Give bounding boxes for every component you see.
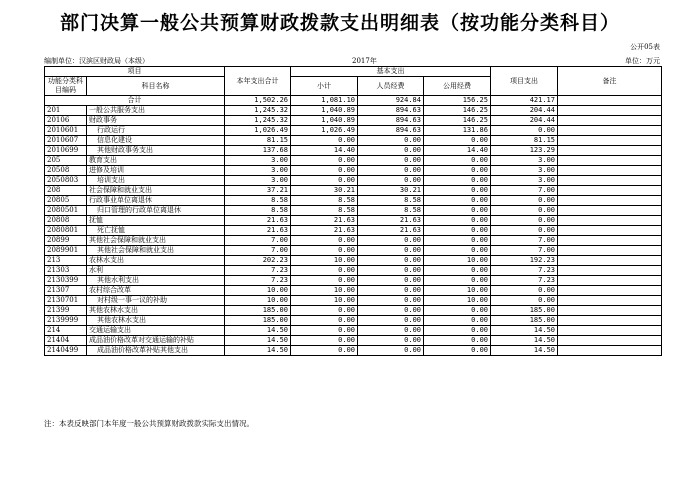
total-public: 156.25 <box>424 96 491 106</box>
row-total: 137.68 <box>225 146 291 156</box>
row-project: 185.00 <box>491 306 558 316</box>
row-code: 201 <box>45 106 87 116</box>
header-subtotal: 小计 <box>291 77 358 96</box>
header-row-1 <box>45 67 662 77</box>
row-public: 0.00 <box>424 186 491 196</box>
row-remark <box>558 236 662 246</box>
header-personnel: 人员经费 <box>358 77 424 96</box>
row-subtotal: 10.00 <box>291 256 358 266</box>
row-name: 其他农林水支出 <box>87 316 225 326</box>
row-personnel: 0.00 <box>358 156 424 166</box>
row-total: 37.21 <box>225 186 291 196</box>
expenditure-table <box>44 66 662 356</box>
row-name: 抚恤 <box>87 216 225 226</box>
row-remark <box>558 246 662 256</box>
header-public: 公用经费 <box>424 77 491 96</box>
row-personnel: 894.63 <box>358 106 424 116</box>
table-row <box>45 326 662 336</box>
row-name: 社会保障和就业支出 <box>87 186 225 196</box>
row-personnel: 21.63 <box>358 226 424 236</box>
row-project: 14.50 <box>491 326 558 336</box>
row-total: 14.50 <box>225 336 291 346</box>
table-row <box>45 236 662 246</box>
row-project: 0.00 <box>491 196 558 206</box>
row-public: 0.00 <box>424 266 491 276</box>
header-basic: 基本支出 <box>291 67 491 77</box>
row-project: 0.00 <box>491 296 558 306</box>
row-total: 21.63 <box>225 216 291 226</box>
row-subtotal: 0.00 <box>291 136 358 146</box>
table-row <box>45 206 662 216</box>
row-public: 0.00 <box>424 346 491 356</box>
row-total: 81.15 <box>225 136 291 146</box>
row-personnel: 0.00 <box>358 346 424 356</box>
row-personnel: 0.00 <box>358 246 424 256</box>
form-code: 公开05表 <box>630 43 660 51</box>
row-name: 培训支出 <box>87 176 225 186</box>
row-name: 教育支出 <box>87 156 225 166</box>
row-public: 14.40 <box>424 146 491 156</box>
row-project: 3.00 <box>491 156 558 166</box>
table-row <box>45 166 662 176</box>
row-subtotal: 10.00 <box>291 296 358 306</box>
table-row <box>45 346 662 356</box>
table-row <box>45 246 662 256</box>
row-code: 2080801 <box>45 226 87 236</box>
row-public: 0.00 <box>424 156 491 166</box>
row-remark <box>558 326 662 336</box>
row-subtotal: 14.40 <box>291 146 358 156</box>
row-name: 死亡抚恤 <box>87 226 225 236</box>
report-year: 2017年 <box>352 57 377 65</box>
row-remark <box>558 176 662 186</box>
total-remark <box>558 96 662 106</box>
row-name: 其他水利支出 <box>87 276 225 286</box>
table-row <box>45 226 662 236</box>
row-remark <box>558 336 662 346</box>
row-public: 0.00 <box>424 336 491 346</box>
row-public: 0.00 <box>424 166 491 176</box>
row-code: 2139999 <box>45 316 87 326</box>
row-personnel: 0.00 <box>358 146 424 156</box>
row-remark <box>558 166 662 176</box>
row-personnel: 0.00 <box>358 266 424 276</box>
table-row <box>45 296 662 306</box>
row-subtotal: 30.21 <box>291 186 358 196</box>
row-code: 20508 <box>45 166 87 176</box>
row-personnel: 0.00 <box>358 176 424 186</box>
row-name: 农林水支出 <box>87 256 225 266</box>
table-row <box>45 276 662 286</box>
row-personnel: 8.58 <box>358 196 424 206</box>
row-remark <box>558 206 662 216</box>
row-name: 进修及培训 <box>87 166 225 176</box>
header-name: 科目名称 <box>87 77 225 96</box>
row-public: 0.00 <box>424 216 491 226</box>
row-public: 0.00 <box>424 206 491 216</box>
row-total: 10.00 <box>225 286 291 296</box>
row-name: 成品油价格改革对交通运输的补贴 <box>87 336 225 346</box>
row-code: 2080501 <box>45 206 87 216</box>
row-total: 202.23 <box>225 256 291 266</box>
row-project: 123.29 <box>491 146 558 156</box>
row-code: 2130701 <box>45 296 87 306</box>
row-subtotal: 21.63 <box>291 226 358 236</box>
row-subtotal: 8.58 <box>291 206 358 216</box>
row-personnel: 894.63 <box>358 116 424 126</box>
table-row <box>45 266 662 276</box>
row-remark <box>558 156 662 166</box>
row-subtotal: 10.00 <box>291 286 358 296</box>
row-total: 10.00 <box>225 296 291 306</box>
row-code: 2010601 <box>45 126 87 136</box>
row-project: 3.00 <box>491 166 558 176</box>
row-subtotal: 0.00 <box>291 346 358 356</box>
row-name: 归口管理的行政单位离退休 <box>87 206 225 216</box>
row-code: 20805 <box>45 196 87 206</box>
row-code: 2130399 <box>45 276 87 286</box>
row-project: 7.00 <box>491 186 558 196</box>
row-public: 0.00 <box>424 326 491 336</box>
row-code: 2010699 <box>45 146 87 156</box>
header-project: 项目 <box>45 67 225 77</box>
row-project: 204.44 <box>491 106 558 116</box>
row-public: 0.00 <box>424 316 491 326</box>
row-total: 7.00 <box>225 236 291 246</box>
row-total: 3.00 <box>225 156 291 166</box>
row-personnel: 0.00 <box>358 296 424 306</box>
row-public: 0.00 <box>424 136 491 146</box>
row-name: 农村综合改革 <box>87 286 225 296</box>
row-name: 一般公共服务支出 <box>87 106 225 116</box>
row-name: 信息化建设 <box>87 136 225 146</box>
row-subtotal: 0.00 <box>291 266 358 276</box>
row-total: 8.58 <box>225 206 291 216</box>
total-subtotal: 1,081.10 <box>291 96 358 106</box>
row-subtotal: 0.00 <box>291 176 358 186</box>
row-project: 0.00 <box>491 226 558 236</box>
row-project: 7.00 <box>491 246 558 256</box>
table-row <box>45 336 662 346</box>
row-code: 20899 <box>45 236 87 246</box>
row-total: 185.00 <box>225 316 291 326</box>
table-row <box>45 156 662 166</box>
row-personnel: 0.00 <box>358 336 424 346</box>
header-code: 功能分类科目编码 <box>45 77 87 96</box>
row-project: 192.23 <box>491 256 558 266</box>
row-remark <box>558 296 662 306</box>
row-code: 2089901 <box>45 246 87 256</box>
row-remark <box>558 286 662 296</box>
row-subtotal: 0.00 <box>291 276 358 286</box>
row-project: 7.23 <box>491 266 558 276</box>
row-total: 14.50 <box>225 326 291 336</box>
row-total: 1,245.32 <box>225 116 291 126</box>
row-name: 财政事务 <box>87 116 225 126</box>
row-remark <box>558 256 662 266</box>
row-code: 20808 <box>45 216 87 226</box>
row-total: 14.50 <box>225 346 291 356</box>
row-total: 7.23 <box>225 266 291 276</box>
row-code: 21303 <box>45 266 87 276</box>
total-amount: 1,502.26 <box>225 96 291 106</box>
table-row <box>45 256 662 266</box>
row-project: 81.15 <box>491 136 558 146</box>
row-project: 185.00 <box>491 316 558 326</box>
table-row <box>45 306 662 316</box>
row-subtotal: 0.00 <box>291 246 358 256</box>
row-remark <box>558 266 662 276</box>
row-project: 0.00 <box>491 286 558 296</box>
row-remark <box>558 186 662 196</box>
row-name: 水利 <box>87 266 225 276</box>
row-remark <box>558 216 662 226</box>
total-label: 合计 <box>45 96 225 106</box>
header-project-expense: 项目支出 <box>491 67 558 96</box>
row-personnel: 0.00 <box>358 326 424 336</box>
row-total: 1,245.32 <box>225 106 291 116</box>
row-code: 21404 <box>45 336 87 346</box>
row-subtotal: 0.00 <box>291 336 358 346</box>
row-project: 3.00 <box>491 176 558 186</box>
row-total: 185.00 <box>225 306 291 316</box>
row-code: 214 <box>45 326 87 336</box>
table-row <box>45 196 662 206</box>
row-subtotal: 0.00 <box>291 306 358 316</box>
row-subtotal: 0.00 <box>291 236 358 246</box>
currency-unit: 单位：万元 <box>625 57 660 65</box>
total-row <box>45 96 662 106</box>
row-name: 其他社会保障和就业支出 <box>87 236 225 246</box>
row-remark <box>558 146 662 156</box>
row-subtotal: 21.63 <box>291 216 358 226</box>
table-row <box>45 286 662 296</box>
row-project: 7.23 <box>491 276 558 286</box>
row-name: 其他财政事务支出 <box>87 146 225 156</box>
table-row <box>45 216 662 226</box>
row-project: 7.00 <box>491 236 558 246</box>
row-subtotal: 0.00 <box>291 166 358 176</box>
row-name: 交通运输支出 <box>87 326 225 336</box>
row-project: 0.00 <box>491 126 558 136</box>
row-remark <box>558 276 662 286</box>
row-name: 其他农林水支出 <box>87 306 225 316</box>
table-row <box>45 116 662 126</box>
row-personnel: 0.00 <box>358 166 424 176</box>
page-title: 部门决算一般公共预算财政拨款支出明细表（按功能分类科目） <box>59 12 620 34</box>
table-row <box>45 176 662 186</box>
row-total: 3.00 <box>225 176 291 186</box>
row-remark <box>558 116 662 126</box>
row-remark <box>558 126 662 136</box>
row-project: 0.00 <box>491 216 558 226</box>
row-personnel: 894.63 <box>358 126 424 136</box>
row-public: 0.00 <box>424 306 491 316</box>
row-code: 20106 <box>45 116 87 126</box>
row-public: 0.00 <box>424 176 491 186</box>
row-personnel: 0.00 <box>358 316 424 326</box>
table-row <box>45 136 662 146</box>
row-name: 成品油价格改革补贴其他支出 <box>87 346 225 356</box>
compiling-unit: 编制单位：汉滨区财政局（本级） <box>44 57 149 65</box>
row-remark <box>558 196 662 206</box>
row-remark <box>558 346 662 356</box>
row-name: 对村级一事一议的补助 <box>87 296 225 306</box>
total-project: 421.17 <box>491 96 558 106</box>
row-personnel: 0.00 <box>358 286 424 296</box>
row-name: 行政事业单位离退休 <box>87 196 225 206</box>
row-remark <box>558 136 662 146</box>
table-row <box>45 106 662 116</box>
row-subtotal: 1,040.89 <box>291 106 358 116</box>
row-personnel: 8.58 <box>358 206 424 216</box>
header-remark: 备注 <box>558 67 662 96</box>
row-remark <box>558 306 662 316</box>
row-total: 8.58 <box>225 196 291 206</box>
row-code: 2140499 <box>45 346 87 356</box>
row-code: 213 <box>45 256 87 266</box>
row-project: 204.44 <box>491 116 558 126</box>
row-project: 0.00 <box>491 206 558 216</box>
row-personnel: 30.21 <box>358 186 424 196</box>
row-personnel: 0.00 <box>358 236 424 246</box>
row-code: 205 <box>45 156 87 166</box>
table-row <box>45 146 662 156</box>
row-public: 0.00 <box>424 276 491 286</box>
row-personnel: 0.00 <box>358 136 424 146</box>
row-personnel: 0.00 <box>358 256 424 266</box>
row-subtotal: 0.00 <box>291 316 358 326</box>
row-subtotal: 8.58 <box>291 196 358 206</box>
row-subtotal: 1,026.49 <box>291 126 358 136</box>
row-personnel: 21.63 <box>358 216 424 226</box>
row-public: 0.00 <box>424 196 491 206</box>
row-public: 10.00 <box>424 256 491 266</box>
row-total: 7.00 <box>225 246 291 256</box>
row-total: 21.63 <box>225 226 291 236</box>
row-public: 10.00 <box>424 286 491 296</box>
footnote: 注：本表反映部门本年度一般公共预算财政拨款实际支出情况。 <box>44 419 254 428</box>
row-code: 208 <box>45 186 87 196</box>
row-total: 7.23 <box>225 276 291 286</box>
row-public: 146.25 <box>424 116 491 126</box>
header-total: 本年支出合计 <box>225 67 291 96</box>
row-remark <box>558 316 662 326</box>
row-public: 0.00 <box>424 236 491 246</box>
row-personnel: 0.00 <box>358 306 424 316</box>
row-code: 2050803 <box>45 176 87 186</box>
row-public: 0.00 <box>424 246 491 256</box>
row-public: 131.86 <box>424 126 491 136</box>
row-personnel: 0.00 <box>358 276 424 286</box>
row-project: 14.50 <box>491 346 558 356</box>
row-total: 3.00 <box>225 166 291 176</box>
row-public: 10.00 <box>424 296 491 306</box>
row-code: 21399 <box>45 306 87 316</box>
row-code: 21307 <box>45 286 87 296</box>
table-row <box>45 186 662 196</box>
table-row <box>45 316 662 326</box>
row-subtotal: 0.00 <box>291 156 358 166</box>
row-subtotal: 0.00 <box>291 326 358 336</box>
table-row <box>45 126 662 136</box>
row-total: 1,026.49 <box>225 126 291 136</box>
row-name: 行政运行 <box>87 126 225 136</box>
row-public: 0.00 <box>424 226 491 236</box>
row-code: 2010607 <box>45 136 87 146</box>
row-project: 14.50 <box>491 336 558 346</box>
total-personnel: 924.84 <box>358 96 424 106</box>
row-name: 其他社会保障和就业支出 <box>87 246 225 256</box>
row-remark <box>558 106 662 116</box>
row-remark <box>558 226 662 236</box>
row-subtotal: 1,040.89 <box>291 116 358 126</box>
row-public: 146.25 <box>424 106 491 116</box>
